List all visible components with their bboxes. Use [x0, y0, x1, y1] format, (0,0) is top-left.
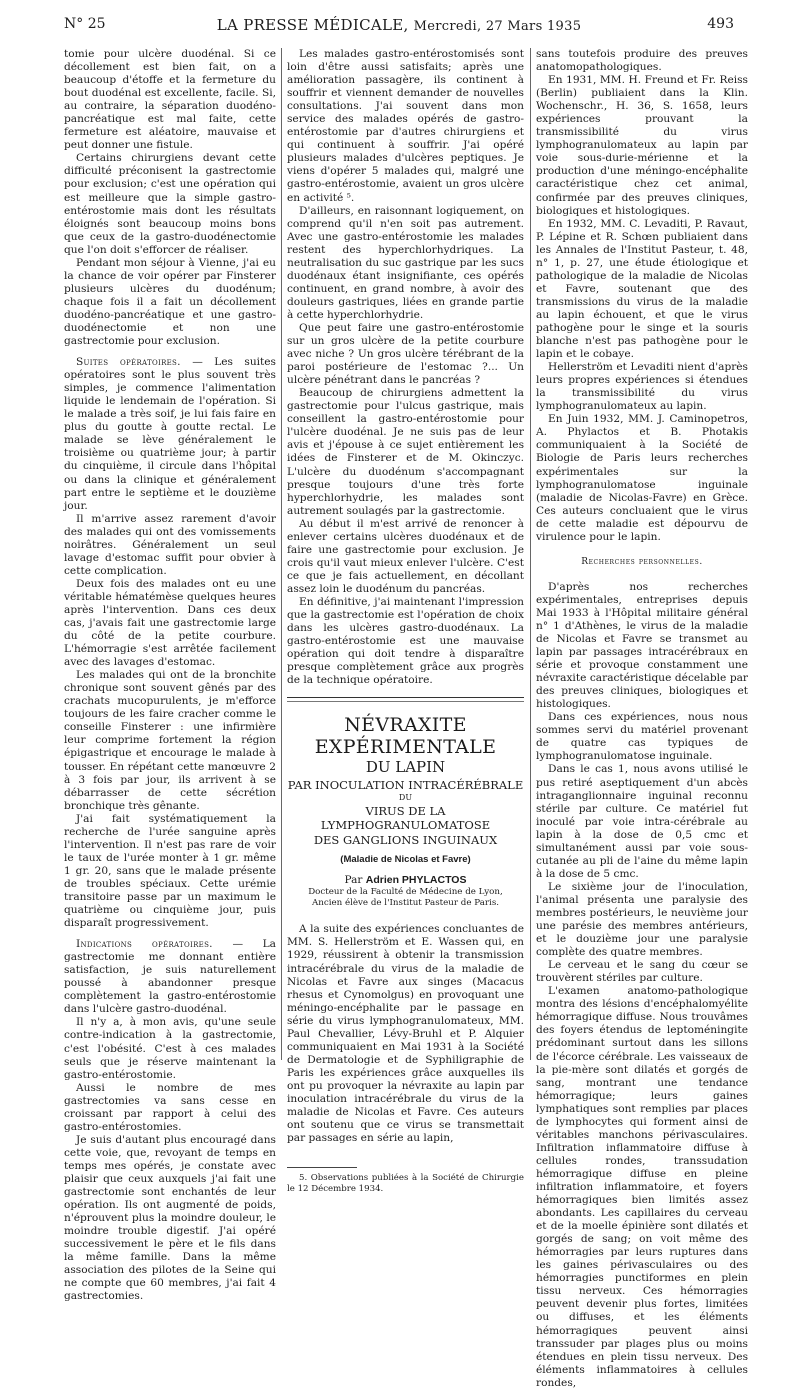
column-left [64, 48, 276, 1303]
article-title-line: VIRUS DE LA LYMPHOGRANULOMATOSE [320, 804, 491, 833]
paragraph: Pendant mon séjour à Vienne, j'ai eu la chance de voir opérer par Finsterer plusieurs ulcères du duodénum; chaque fois il a fait un décollement duodéno-pancréatique et une gastro-duodénectomie et non une gastrectomie pour exclusion. [64, 256, 276, 348]
article-title-line: DU [398, 793, 413, 803]
page-folio: 493 [707, 16, 734, 32]
issue-number: N° 25 [64, 16, 106, 32]
paragraph: tomie pour ulcère duodénal. Si ce décollement est bien fait, on a beaucoup d'étoffe et la fermeture du bout duodénal est excellente, facile. Si, au contraire, la séparation duodéno-pancréatique est mal faite, cette fermeture est aléatoire, mauvaise et peut donner une fistule. [64, 48, 276, 152]
paragraph-suites: Suites opératoires. — Les suites opératoires sont le plus souvent très simples, je commence l'alimentation liquide le lendemain de l'opération. Si le malade a très soif, je lui fais faire en plus du goutte à goutte rectal. Le malade se lève généralement le troisième ou quatrième jour; à partir du cinquième, il circule dans l'hôpital ou dans la clinique et généralement part entre le septième et le douzième jour. [64, 356, 276, 512]
column-right [536, 48, 748, 1390]
article-subtitle: (Maladie de Nicolas et Favre) [340, 854, 471, 866]
paragraph: Les malades gastro-entérostomisés sont loin d'être aussi satisfaits; après une amélioration passagère, ils continent à souffrir et viennent demander de nouvelles consultations. J'ai souvent dans mon service des malades opérés de gastro-entérostomie par d'autres chirurgiens et qui continuent à souffrir. J'ai opéré plusieurs malades d'ulcères peptiques. Je viens d'opérer 5 malades qui, malgré une gastro-entérostomie, avaient un gros ulcère en activité ⁵. [287, 48, 524, 204]
paragraph: Dans le cas 1, nous avons utilisé le pus retiré aseptiquement d'un abcès intraganglionnaire inguinal reconnu stérile par culture. Ce matériel fut inoculé par voie intra-cérébrale au lapin à la dose de 0,5 cmc et simultanément aussi par voie sous-cutanée au pli de l'aine du même lapin à la dose de 5 cmc. [536, 763, 748, 880]
article-rule [287, 697, 524, 698]
footnote-rule [287, 1167, 357, 1168]
paragraph: J'ai fait systématiquement la recherche de l'urée sanguine après l'intervention. Il n'est pas rare de voir le taux de l'urée monter à 1 gr. même 1 gr. 20, sans que le malade présente de troubles spéciaux. Cette urémie transitoire passe par un maximum le quatrième ou cinquième jour, puis disparaît progressivement. [64, 812, 276, 930]
paragraph: En 1932, MM. C. Levaditi, P. Ravaut, P. Lépine et R. Schœn publiaient dans les Annales de l'Institut Pasteur, t. 48, n° 1, p. 27, une étude étiologique et pathologique de la maladie de Nicolas et Favre, soutenant que des transmissions du virus de la maladie au lapin échouent, et que le virus pathogène pour le singe et la souris blanche n'est pas pathogène pour le lapin et le cobaye. [536, 217, 748, 361]
run-in-heading: Indications opératoires. [76, 938, 213, 951]
paragraph: D'après nos recherches expérimentales, entreprises depuis Mai 1933 à l'Hôpital militaire général n° 1 d'Athènes, le virus de la maladie de Nicolas et Favre se transmet au lapin par passages intracérébraux en série et provoque constamment une névraxite caractéristique décelable par des preuves cliniques, biologiques et histologiques. [536, 580, 748, 711]
issue-date: Mercredi, 27 Mars 1935 [413, 19, 582, 34]
paragraph: Que peut faire une gastro-entérostomie sur un gros ulcère de la petite courbure avec niche ? Un gros ulcère térébrant de la paroi postérieure de l'estomac ?... Un ulcère pénétrant dans le pancréas ? [287, 321, 524, 387]
article-author: Par Adrien PHYLACTOS [344, 874, 467, 887]
article-title-line: DES GANGLIONS INGUINAUX [313, 833, 498, 848]
running-title [64, 16, 734, 34]
paragraph-indications: Indications opératoires. — La gastrectomie me donnant entière satisfaction, je suis naturellement poussé à abandonner presque complètement la gastro-entérostomie dans l'ulcère gastro-duodénal. [64, 938, 277, 1016]
paragraph: Le cerveau et le sang du cœur se trouvèrent stériles par culture. [536, 959, 748, 985]
paragraph: En Juin 1932, MM. J. Caminopetros, A. Phylactos et B. Photakis communiquaient à la Société de Biologie de Paris leurs recherches expérimentales sur la lymphogranulomatose inguinale (maladie de Nicolas-Favre) en Grèce. Ces auteurs concluaient que le virus de cette maladie est dépourvu de virulence pour le lapin. [536, 413, 748, 543]
paragraph: Il m'arrive assez rarement d'avoir des malades qui ont des vomissements noirâtres. Généralement un seul lavage d'estomac suffit pour obvier à cette complication. [64, 512, 276, 577]
article-rule [287, 701, 524, 702]
paragraph: Le sixième jour de l'inoculation, l'animal présenta une paralysie des membres postérieurs, le neuvième jour une parésie des membres antérieurs, et le douzième jour une paralysie complète des quatre membres. [536, 880, 748, 959]
column-divider-left [281, 48, 282, 1060]
paragraph: L'examen anatomo-pathologique montra des lésions d'encéphalomyélite hémorragique diffuse. Nous trouvâmes des foyers étendus de leptoméningite prédominant surtout dans les sillons de l'écorce cérébrale. Les vaisseaux de la pie-mère sont dilatés et gorgés de sang, montrant une tendance hémorragique; leurs gaines lymphatiques sont remplies par places de lymphocytes qui forment ainsi de véritables manchons périvasculaires. Infiltration inflammatoire diffuse à cellules rondes, transsudation hémorragique diffuse en pleine infiltration inflammatoire, et foyers hémorragiques bien limités assez abondants. Les capillaires du cerveau et de la moelle épinière sont dilatés et gorgés de sang; on voit même des hémorragies par leurs ruptures dans les gaines périvasculaires ou des hémorragies punctiformes en plein tissu nerveux. Ces hémorragies peuvent devenir plus fortes, limitées ou diffuses, et les éléments hémorragiques peuvent ainsi transsuder par plages plus ou moins étendues en plein tissu nerveux. Des éléments inflammatoires à cellules rondes, [536, 985, 748, 1389]
article-title-line: DU LAPIN [365, 758, 446, 777]
paragraph: Hellerström et Levaditi nient d'après leurs propres expériences si étendues la transmissibilité du virus lymphogranulomateux au lapin. [536, 361, 748, 413]
paragraph: Je suis d'autant plus encouragé dans cette voie, que, revoyant de temps en temps mes opérés, je constate avec plaisir que ceux auxquels j'ai fait une gastrectomie sont enchantés de leur opération. Ils ont augmenté de poids, n'éprouvent plus la moindre douleur, le moindre trouble digestif. J'ai opéré successivement le père et le fils dans la même famille. Dans la même association des pilotes de la Seine qui ne compte que 60 membres, j'ai fait 4 gastrectomies. [64, 1133, 276, 1303]
paragraph: Aussi le nombre de mes gastrectomies va sans cesse en croissant par rapport à celui des gastro-entérostomies. [64, 1081, 276, 1133]
paragraph: A la suite des expériences concluantes de MM. S. Hellerström et E. Wassen qui, en 1929, réussirent à obtenir la transmission intracérébrale du virus de la maladie de Nicolas et Favre aux singes (Macacus rhesus et Cynomolgus) en provoquant une méningo-encéphalite par le passage en série du virus lymphogranulomateux, MM. Paul Chevallier, Lévy-Bruhl et P. Alquier communiquaient en Mai 1931 à la Société de Dermatologie et de Syphiligraphie de Paris les expériences grâce auxquelles ils ont pu provoquer la névraxite au lapin par inoculation intracérébrale du virus de la maladie de Nicolas et Favre. Ces auteurs ont soutenu que ce virus se transmettait par passages en série au lapin, [287, 923, 524, 1145]
paragraph: Il n'y a, à mon avis, qu'une seule contre-indication à la gastrectomie, c'est l'obésité. C'est à ces malades seuls que je réserve maintenant la gastro-entérostomie. [64, 1016, 276, 1081]
author-affiliation: Docteur de la Faculté de Médecine de Lyon, Ancien élève de l'Institut Pasteur de Paris. [308, 887, 503, 909]
page-header [64, 14, 734, 36]
section-heading: Recherches personnelles. [581, 556, 703, 567]
footnote: 5. Observations publiées à la Société de Chirurgie le 12 Décembre 1934. [287, 1173, 524, 1195]
paragraph: En définitive, j'ai maintenant l'impression que la gastrectomie est l'opération de choix dans les ulcères gastro-duodénaux. La gastro-entérostomie est une mauvaise opération qui doit tendre à disparaître presque complètement grâce aux progrès de la technique opératoire. [287, 595, 524, 687]
paragraph: Certains chirurgiens devant cette difficulté préconisent la gastrectomie pour exclusion; c'est une opération qui est meilleure que la simple gastro-entérostomie mais dont les résultats éloignés sont beaucoup moins bons que ceux de la gastro-duodénectomie que l'on doit s'efforcer de réaliser. [64, 152, 276, 256]
paragraph: Au début il m'est arrivé de renoncer à enlever certains ulcères duodénaux et de faire une gastrectomie pour exclusion. Je crois qu'il vaut mieux enlever l'ulcère. C'est ce que je fais actuellement, en décollant assez loin le duodénum du pancréas. [287, 517, 524, 595]
paragraph: sans toutefois produire des preuves anatomopathologiques. [536, 48, 748, 74]
paragraph: Deux fois des malades ont eu une véritable hématémèse quelques heures après l'intervention. Dans ces deux cas, j'avais fait une gastrectomie large du côté de la petite courbure. L'hémorragie s'est arrêtée facilement avec des lavages d'estomac. [64, 577, 276, 669]
paragraph: Dans ces expériences, nous nous sommes servi du matériel provenant de quatre cas typiques de lymphogranulomatose inguinale. [536, 711, 748, 763]
journal-name: LA PRESSE MÉDICALE, [216, 16, 409, 34]
paragraph: Les malades qui ont de la bronchite chronique sont souvent gênés par des crachats mucopurulents, je m'efforce toujours de les faire cracher comme le conseille Finsterer : une infirmière leur comprime fortement la région épigastrique et encourage le malade à tousser. En répétant cette manœuvre 2 à 3 fois par jour, ils arrivent à se débarrasser de cette sécrétion bronchique très gênante. [64, 669, 276, 812]
column-middle [287, 48, 524, 1195]
paragraph: Beaucoup de chirurgiens admettent la gastrectomie pour l'ulcus gastrique, mais conseillent la gastro-entérostomie pour l'ulcère duodénal. Je ne suis pas de leur avis et j'épouse à ce sujet entièrement les idées de Finsterer et de M. Okinczyc. L'ulcère du duodénum s'accompagnant presque toujours d'une très forte hyperchlorhydrie, les malades sont autrement soulagés par la gastrectomie. [287, 387, 524, 517]
run-in-heading: Suites opératoires. [76, 356, 181, 369]
article-title: NÉVRAXITE EXPÉRIMENTALE [314, 714, 497, 759]
article-title-line: PAR INOCULATION INTRACÉRÉBRALE [287, 778, 524, 793]
paragraph: D'ailleurs, en raisonnant logiquement, on comprend qu'il n'en soit pas autrement. Avec une gastro-entérostomie les malades restent des hyperchlorhydriques. La neutralisation du suc gastrique par les sucs duodénaux étant insignifiante, ces opérés continuent, en grand nombre, à avoir des douleurs gastriques, liées en grande partie à cette hyperchlorhydrie. [287, 204, 524, 321]
column-divider-right [530, 48, 531, 1060]
paragraph: En 1931, MM. H. Freund et Fr. Reiss (Berlin) publiaient dans la Klin. Wochenschr., H. 36, S. 1658, leurs expériences prouvant la transmissibilité du virus lymphogranulomateux au lapin par voie sous-durie-mérienne et la production d'une méningo-encéphalite caractéristique chez cet animal, confirmée par des preuves cliniques, biologiques et histologiques. [536, 74, 748, 217]
